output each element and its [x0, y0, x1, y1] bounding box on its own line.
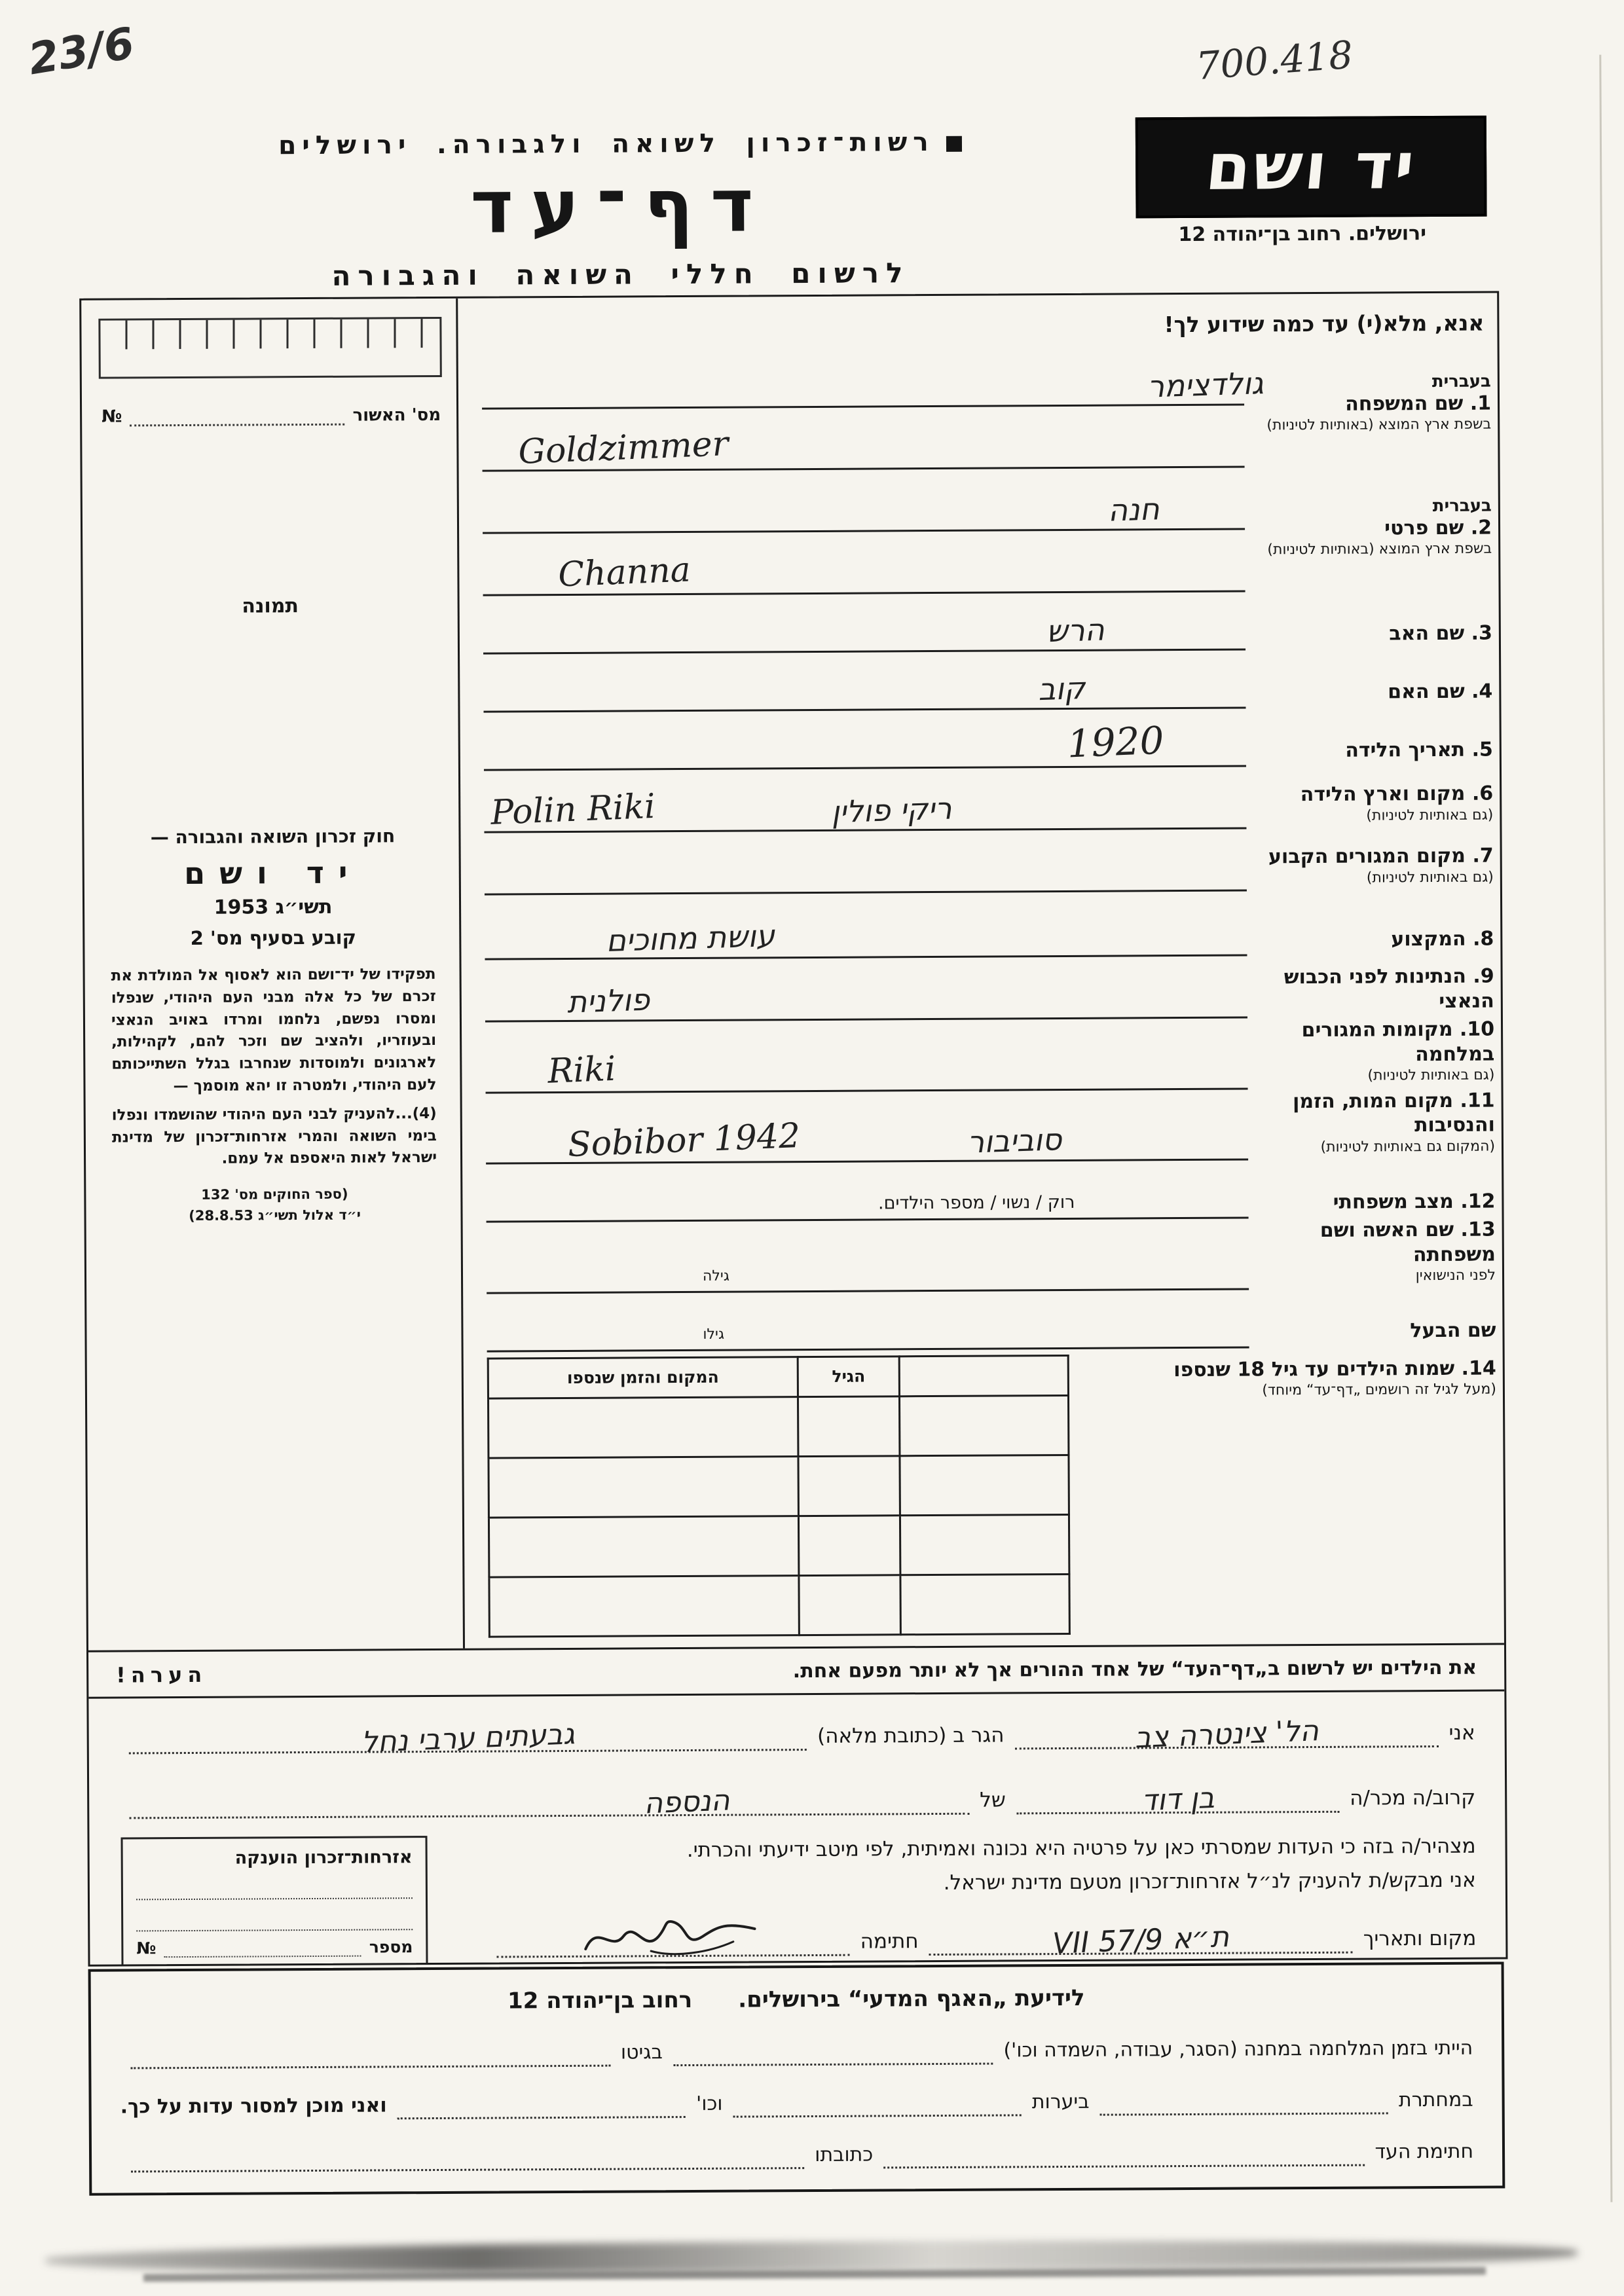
writing-line: [486, 1099, 1248, 1165]
handwriting-place-date: ת״א 9/VII 57: [1052, 1920, 1230, 1961]
handwriting-birth-year: 1920: [1066, 718, 1166, 767]
testify-statement: ואני מוכן למסור עדות על כך.: [120, 2094, 387, 2119]
etc-label: וכו': [695, 2092, 723, 2115]
children-place-header: המקום והזמן שנספו: [488, 1357, 798, 1398]
law-body-1: תפקידו של יד־ושם הוא לאסוף אל המולדת את זכרם של כל אלה מבני העם היהודי, שנפלו ומסרו נפשם, נלחמו ומרדו באויב הנאצי ובעוזריו, ולהציב שם וזכר להם, לקהילות, לארגונים ולמוסדות שנחרבו בגלל השתייכותם לעם היהודי, ולמטרה זו יהא מוסמך —: [111, 966, 437, 1095]
authority-line: [191, 127, 1049, 161]
writing-line: [483, 651, 1246, 713]
left-column: [81, 299, 463, 1650]
field-11-label: 11. מקום המות, הזמן והנסיבות: [1292, 1089, 1495, 1137]
place-date-line: [929, 1914, 1353, 1961]
field-row-first-name: [459, 467, 1499, 596]
handwriting-witness-name: הל' צינטרה צב: [1134, 1713, 1320, 1755]
handwriting-mother-name: קוב: [1037, 670, 1086, 708]
writing-line: [485, 1027, 1247, 1093]
writing-line: [484, 829, 1246, 896]
scientific-dept-title: לידיעת „האגף המדעי“ בירושלים.: [738, 1984, 1085, 2013]
her-age-hint: גילה: [702, 1267, 729, 1285]
handwriting-father-name: הרש: [1046, 611, 1105, 649]
handwriting-relation-of: הנספה: [643, 1783, 731, 1821]
field-10-label: 10. מקומות המגורים במלחמה: [1301, 1017, 1495, 1066]
page-subtitle: לרשום חללי השואה והגבורה: [331, 257, 910, 292]
approval-label: מס' האשור: [352, 405, 441, 426]
citizenship-number-line: [164, 1934, 361, 1958]
children-names-column-header: [899, 1355, 1068, 1396]
writing-line: [485, 892, 1247, 960]
handwriting-profession: עושת מחוכים: [605, 917, 775, 959]
writing-line: [485, 957, 1247, 1023]
declaration-relation-line: [119, 1773, 1475, 1819]
ghetto-label: בגיטו: [620, 2041, 663, 2064]
field-1-pre: בעברית: [1431, 371, 1491, 392]
children-table-row: [488, 1395, 1068, 1458]
citizenship-title: אזרחות־זכרון הוענקה: [234, 1846, 413, 1868]
form-header: [191, 127, 1050, 293]
logo-text: יד ושם: [1202, 129, 1420, 205]
relation-label: קרוב/ה מכר/ה: [1350, 1785, 1476, 1810]
law-name: יד ושם: [183, 854, 362, 892]
handwriting-family-name-latin: Goldzimmer: [517, 424, 729, 472]
authority-text: רשות־זכרון לשואה ולגבורה. ירושלים: [278, 128, 934, 161]
writing-line: [483, 468, 1245, 534]
scan-edge-line: [1599, 55, 1612, 2202]
field-13-label: 13. שם האשה ושם משפחתה: [1320, 1218, 1496, 1266]
law-source: [112, 1184, 437, 1227]
marital-options: רוק / נשוי / מספר הילדים.: [877, 1192, 1075, 1214]
approval-dotted-line: [130, 401, 344, 427]
field-row-birth-place: [460, 765, 1500, 833]
field-row-nationality: [461, 955, 1500, 1022]
resident-label: הגר ב (כתובת מלאה): [817, 1722, 1005, 1748]
punch-strip: [98, 317, 441, 379]
writing-line: [482, 406, 1244, 472]
writing-line: [484, 767, 1246, 833]
field-6-label: 6. מקום וארץ הלידה: [1300, 782, 1494, 807]
place-date-label: מקום ותאריך: [1363, 1926, 1477, 1951]
field-10-post: (גם באותיות לטיניות): [1367, 1066, 1495, 1084]
citizenship-box: [120, 1836, 428, 1967]
field-9-label: 9. הנתינות לפני הכבוש הנאצי: [1283, 964, 1494, 1013]
note-text: את הילדים יש לרשום ב„דף־העד“ של אחד ההורים אך לא יותר מפעם אחת.: [792, 1656, 1477, 1683]
scientific-dept-title-row: [120, 1983, 1473, 2016]
field-row-husband-name: [463, 1288, 1502, 1352]
scientific-dept-address: רחוב בן־יהודה 12: [507, 1986, 693, 2014]
field-3-label: 3. שם האב: [1389, 621, 1492, 645]
camps-label: הייתי בזמן המלחמה במחנה (הסגר, עבודה, השמדה וכו'): [1003, 2036, 1473, 2062]
field-row-profession: [461, 890, 1500, 960]
writing-line: [482, 344, 1264, 410]
field-7-post: (גם באותיות לטיניות): [1366, 869, 1494, 886]
of-label: של: [980, 1787, 1006, 1812]
witness-address-line: [129, 1712, 807, 1759]
law-source-line1: (ספר החוקים מס' 132: [201, 1186, 348, 1203]
forests-dotted-line: [733, 2089, 1022, 2117]
children-table-row: [489, 1455, 1069, 1518]
page-title: דף־עד: [470, 163, 771, 250]
handwriting-birth-place-hebrew: ריקי פולין: [830, 790, 953, 830]
field-13-post: לפני הנישואין: [1415, 1267, 1496, 1285]
witness-name-line: [1014, 1709, 1438, 1755]
declaration-section: [88, 1691, 1506, 1967]
field-1-post: בשפת ארץ המוצא (באותיות לטיניות): [1266, 416, 1492, 434]
field-2-pre: בעברית: [1432, 496, 1492, 516]
husband-label: שם הבעל: [1410, 1319, 1496, 1343]
logo-address: ירושלים. רחוב בן־יהודה 12: [1178, 222, 1427, 247]
writing-line: [487, 1290, 1249, 1352]
field-row-father-name: [460, 591, 1499, 654]
photo-placeholder: תמונה: [242, 594, 299, 618]
witness-signature-line: [120, 2139, 1473, 2173]
scientific-dept-section: [88, 1961, 1505, 2195]
handwriting-witness-address: גבעתים ערבי נחל: [360, 1717, 576, 1759]
field-14-post: (מעל לגיל זה רושמים „דף־עד“ מיוחד): [1262, 1381, 1497, 1399]
field-8-label: 8. המקצוע: [1391, 927, 1494, 951]
underground-dotted-line: [1099, 2087, 1388, 2115]
field-2-post: בשפת ארץ המוצא (באותיות לטיניות): [1267, 540, 1492, 558]
note-label: הערה!: [116, 1662, 208, 1688]
law-body-2: (4)...להעניק לבני העם היהודי שהושמדו ונפלו בימי השואה והמרי אזרחות־זכרון של מדינת ישראל לאות היאספם אל עמם.: [111, 1104, 437, 1168]
citizenship-dotted-line: [136, 1899, 413, 1931]
handwriting-first-name-latin: Channa: [557, 550, 692, 595]
relation-line: [1016, 1774, 1340, 1817]
fields-column: [456, 293, 1504, 1649]
field-row-permanent-residence: [460, 828, 1500, 895]
ghetto-dotted-line: [130, 2040, 610, 2069]
law-heading: חוק זכרון השואה והגבורה —: [150, 825, 396, 848]
field-row-family-name: [458, 342, 1498, 472]
handwriting-first-name-hebrew: חנה: [1107, 491, 1160, 528]
field-1-label: 1. שם המשפחה: [1345, 392, 1492, 416]
relation-of-line: [129, 1776, 969, 1819]
handwriting-family-name-hebrew: גולדצימר: [1147, 365, 1264, 405]
his-age-hint: גילו: [703, 1326, 725, 1343]
fill-instruction: אנא, מלא(י) עד כמה שידוע לך!: [1164, 310, 1485, 338]
note-row: [88, 1643, 1504, 1698]
field-5-label: 5. תאריך הלידה: [1345, 738, 1493, 762]
numero-symbol: №: [101, 407, 122, 427]
law-excerpt: [110, 825, 437, 1227]
handwritten-ref-number: 700.418: [1194, 32, 1355, 89]
bullet-mark: [946, 136, 962, 151]
approval-number-row: [101, 401, 441, 427]
declaration-statement-1: מצהיר/ה בזה כי העדות שמסרתי כאן על פרטיה היא נכונה ואמיתית, לפי מיטב ידיעתי והכרתי.: [686, 1834, 1476, 1862]
law-source-line2: י״ד אלול תשי״ג 28.8.53): [189, 1207, 361, 1224]
field-6-post: (גם באותיות לטיניות): [1366, 807, 1494, 824]
underground-line: [120, 2087, 1473, 2121]
field-row-death-place: [462, 1088, 1502, 1165]
witness-signature-label: חתימת העד: [1375, 2140, 1474, 2164]
etc-dotted-line: [397, 2091, 686, 2119]
law-year: תשי״ג 1953: [213, 895, 333, 919]
field-2-label: 2. שם פרטי: [1384, 516, 1492, 539]
declaration-identity-line: [119, 1708, 1475, 1759]
writing-line: [484, 709, 1246, 771]
field-row-mother-name: [460, 649, 1499, 712]
field-row-birth-date: [460, 707, 1500, 771]
handwriting-war-residence: Riki: [547, 1049, 617, 1091]
writing-line: [483, 592, 1246, 655]
field-row-marital-status: [462, 1159, 1502, 1222]
citizenship-number-label: מספר: [369, 1937, 413, 1957]
i-label: אני: [1449, 1721, 1475, 1745]
declaration-statement-2: אני מבקש/ת להעניק לנ״ל אזרחות־זכרון מטעם מדינת ישראל.: [943, 1868, 1476, 1895]
citizenship-number-row: [136, 1934, 413, 1958]
underground-label: במחתרת: [1398, 2088, 1473, 2112]
field-4-label: 4. שם האם: [1388, 680, 1493, 703]
camps-line: [120, 2035, 1473, 2069]
writing-line: [486, 1161, 1248, 1223]
children-table: [487, 1354, 1071, 1637]
law-clause: קובע בסעיף מס' 2: [190, 926, 356, 949]
handwriting-death-place-latin: Sobibor 1942: [566, 1116, 802, 1165]
handwritten-file-number: 23/6: [25, 18, 138, 85]
children-table-row: [489, 1574, 1069, 1637]
signature-label: חתימה: [860, 1929, 919, 1954]
camps-dotted-line: [673, 2038, 993, 2067]
writing-line: [483, 530, 1245, 596]
yad-vashem-logo: [1135, 116, 1487, 219]
citizenship-dotted-line: [136, 1867, 413, 1900]
handwriting-death-place-hebrew: סוביבור: [966, 1121, 1062, 1160]
writing-line: [487, 1231, 1249, 1294]
forests-label: ביערות: [1031, 2090, 1090, 2114]
children-age-header: הגיל: [798, 1356, 899, 1396]
handwriting-birth-place-latin: Polin Riki: [490, 786, 656, 833]
witness-signature-dotted-line: [883, 2140, 1365, 2169]
field-row-children: [464, 1347, 1504, 1648]
field-12-label: 12. מצב משפחתי: [1333, 1190, 1496, 1214]
field-14-label: 14. שמות הילדים עד גיל 18 שנספו: [1173, 1357, 1496, 1381]
field-11-post: (המקום גם באותיות לטיניות): [1320, 1138, 1496, 1156]
witness-address-label: כתובתו: [815, 2143, 874, 2166]
field-row-war-residence: [462, 1017, 1502, 1093]
handwriting-relation: בן דוד: [1140, 1781, 1215, 1817]
witness-address-dotted-line: [131, 2142, 804, 2172]
children-table-row: [489, 1514, 1069, 1577]
field-7-label: 7. מקום המגורים הקבוע: [1268, 844, 1494, 869]
testimony-form: [79, 291, 1507, 1966]
field-row-wife-name: [463, 1217, 1503, 1294]
handwriting-nationality: פולנית: [566, 981, 650, 1020]
citizenship-numero-symbol: №: [136, 1938, 157, 1958]
